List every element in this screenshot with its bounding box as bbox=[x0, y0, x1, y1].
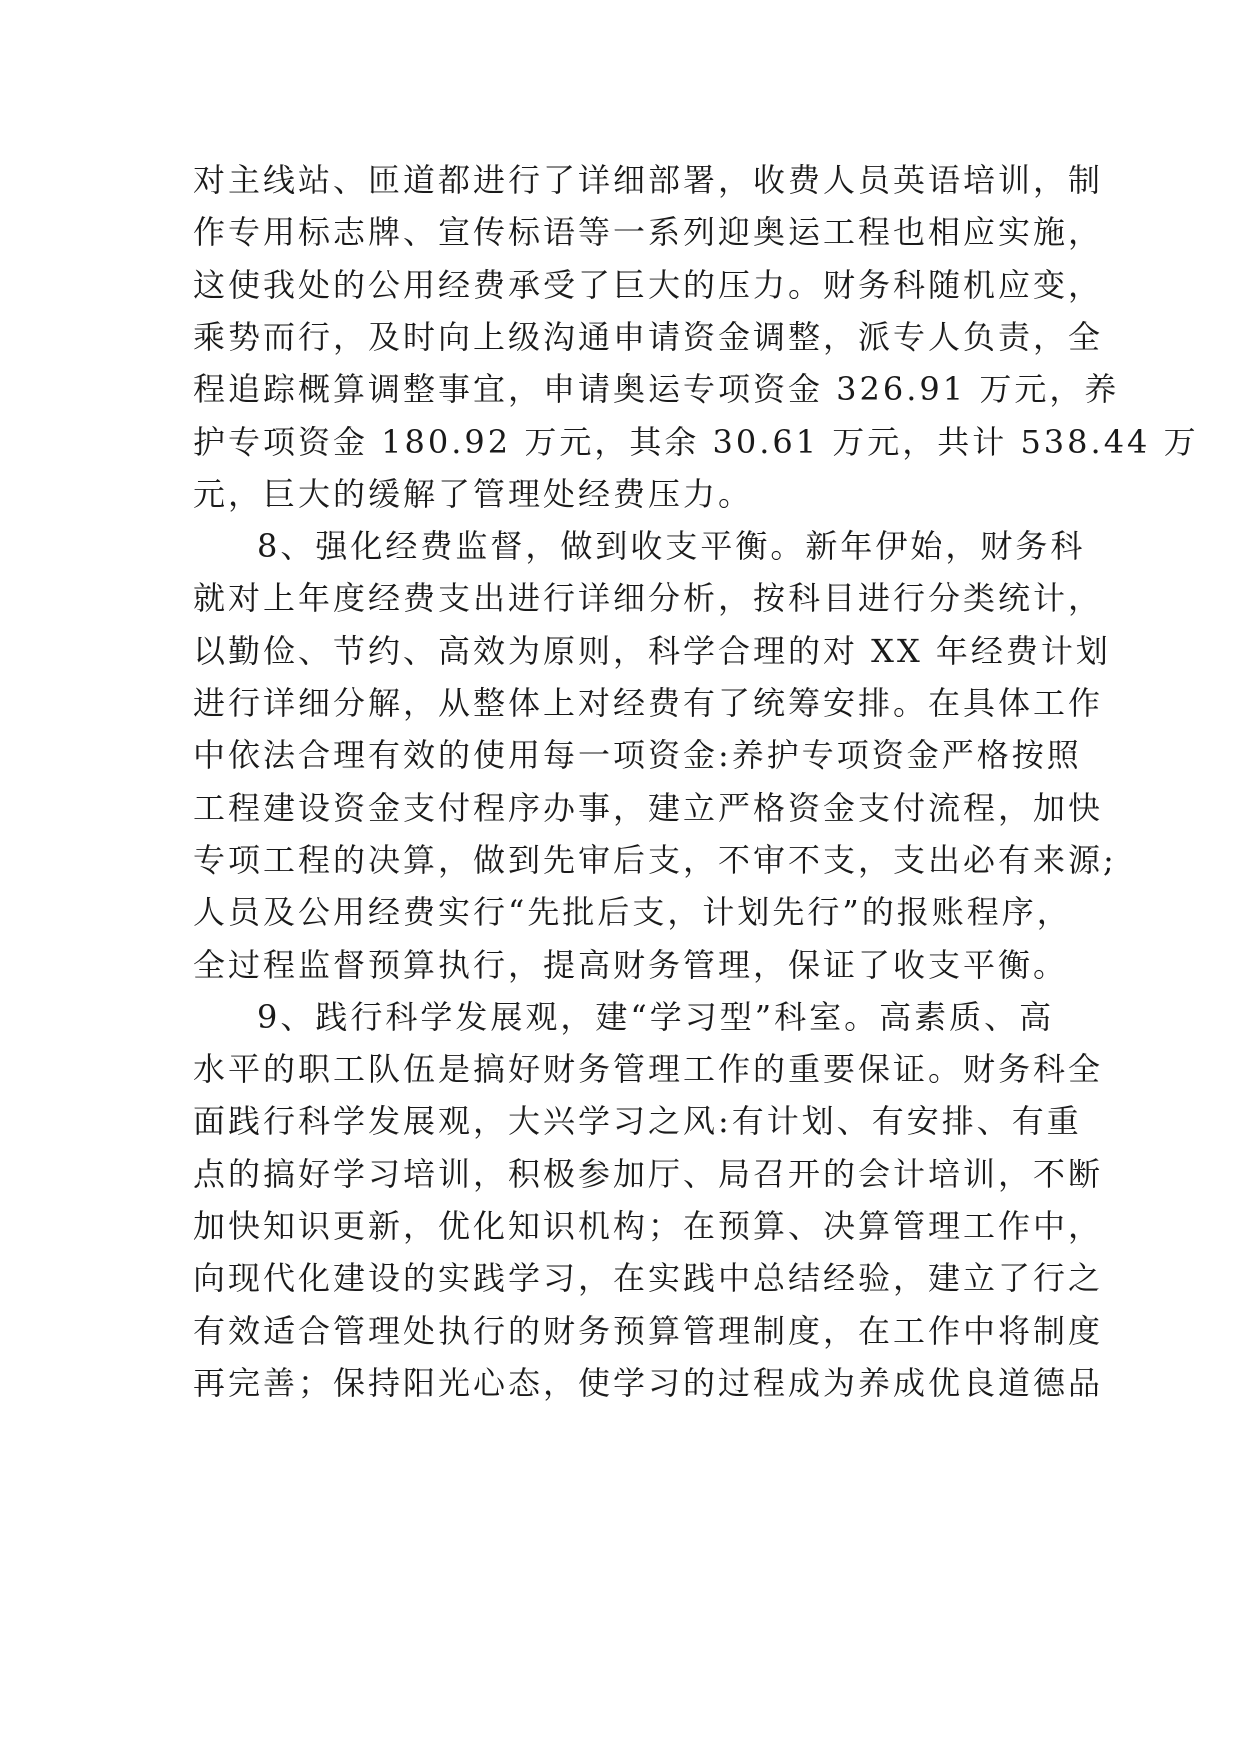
text-line: 加快知识更新，优化知识机构；在预算、决算管理工作中， bbox=[193, 1207, 1104, 1245]
text-line: 向现代化建设的实践学习，在实践中总结经验，建立了行之 bbox=[193, 1259, 1104, 1297]
text-line: 中依法合理有效的使用每一项资金:养护专项资金严格按照 bbox=[193, 736, 1082, 774]
text-line: 元，巨大的缓解了管理处经费压力。 bbox=[193, 475, 754, 513]
text-line: 工程建设资金支付程序办事，建立严格资金支付流程，加快 bbox=[193, 789, 1104, 827]
paragraph-start-line: 9、践行科学发展观，建“学习型”科室。高素质、高 bbox=[257, 998, 1055, 1036]
paragraph-start-line: 8、强化经费监督，做到收支平衡。新年伊始，财务科 bbox=[257, 527, 1086, 565]
text-line: 这使我处的公用经费承受了巨大的压力。财务科随机应变， bbox=[193, 266, 1104, 304]
text-line: 有效适合管理处执行的财务预算管理制度，在工作中将制度 bbox=[193, 1312, 1104, 1350]
text-line: 乘势而行，及时向上级沟通申请资金调整，派专人负责，全 bbox=[193, 318, 1104, 356]
text-line: 专项工程的决算，做到先审后支，不审不支，支出必有来源; bbox=[193, 841, 1117, 879]
text-line: 水平的职工队伍是搞好财务管理工作的重要保证。财务科全 bbox=[193, 1050, 1104, 1088]
text-line: 面践行科学发展观，大兴学习之风:有计划、有安排、有重 bbox=[193, 1102, 1082, 1140]
text-line: 以勤俭、节约、高效为原则，科学合理的对 XX 年经费计划 bbox=[193, 632, 1111, 670]
text-line: 进行详细分解，从整体上对经费有了统筹安排。在具体工作 bbox=[193, 684, 1104, 722]
text-line: 护专项资金 180.92 万元，其余 30.61 万元，共计 538.44 万 bbox=[193, 423, 1199, 461]
text-line: 人员及公用经费实行“先批后支，计划先行”的报账程序， bbox=[193, 893, 1072, 931]
text-line: 程追踪概算调整事宜，申请奥运专项资金 326.91 万元，养 bbox=[193, 370, 1120, 408]
text-line: 对主线站、匝道都进行了详细部署，收费人员英语培训，制 bbox=[193, 161, 1104, 199]
text-line: 点的搞好学习培训，积极参加厅、局召开的会计培训，不断 bbox=[193, 1155, 1104, 1193]
text-line: 再完善；保持阳光心态，使学习的过程成为养成优良道德品 bbox=[193, 1364, 1104, 1402]
text-line: 就对上年度经费支出进行详细分析，按科目进行分类统计， bbox=[193, 579, 1104, 617]
text-line: 作专用标志牌、宣传标语等一系列迎奥运工程也相应实施， bbox=[193, 213, 1104, 251]
text-line: 全过程监督预算执行，提高财务管理，保证了收支平衡。 bbox=[193, 946, 1069, 984]
